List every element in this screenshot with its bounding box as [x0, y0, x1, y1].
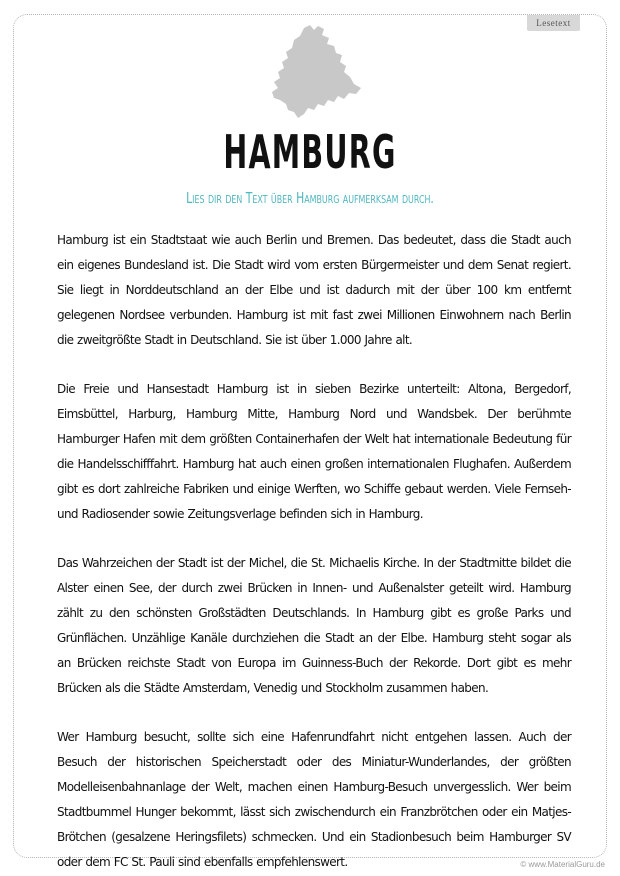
paragraph-3: Das Wahrzeichen der Stadt ist der Michel, die St. Michaelis Kirche. In der Stadtmitte bildet die Alster einen See, der durch zwei Brücken in Innen- und Außenalster geteilt wird. Hamburg zählt zu den schönsten Großstädten Deutschlands. In Hamburg gibt es große Parks und Grünflächen. Unzählige Kanäle durchziehen die Stadt an der Elbe. Hamburg steht sogar als an Brücken reichste Stadt von Europa im Guinness-Buch der Rekorde. Dort gibt es mehr Brücken als die Städte Amsterdam, Venedig und Stockholm zusammen haben.: [57, 556, 571, 695]
paragraph-4: Wer Hamburg besucht, sollte sich eine Hafenrundfahrt nicht entgehen lassen. Auch der Besuch der historischen Speicherstadt oder des Miniatur-Wunderlandes, der größten Modelleisenbahnanlage der Welt, machen einen Hamburg-Besuch unvergesslich. Wer beim Stadtbummel Hunger bekommt, lässt sich zwischendurch ein Franzbrötchen oder ein Matjes-Brötchen (gesalzene Heringsfilets) schmecken. Und ein Stadionbesuch beim Hamburger SV oder dem FC St. Pauli sind ebenfalls empfehlenswert.: [57, 730, 571, 869]
page-title: HAMBURG: [223, 125, 397, 179]
reading-text: [57, 228, 571, 876]
copyright-footer: © www.MaterialGuru.de: [520, 860, 605, 869]
hamburg-map-icon: [258, 22, 368, 124]
paragraph-2: Die Freie und Hansestadt Hamburg ist in sieben Bezirke unterteilt: Altona, Bergedorf, Eimsbüttel, Harburg, Hamburg Mitte, Hamburg Nord und Wandsbek. Der berühmte Hamburger Hafen mit dem größten Containerhafen der Welt hat internationale Bedeutung für die Handelsschifffahrt. Hamburg hat auch einen großen internationalen Flughafen. Außerdem gibt es dort zahlreiche Fabriken und einige Werften, wo Schiffe gebaut werden. Viele Fernseh- und Radiosender sowie Zeitungsverlage befinden sich in Hamburg.: [57, 382, 571, 521]
category-tag: Lesetext: [527, 15, 580, 31]
paragraph-1: Hamburg ist ein Stadtstaat wie auch Berlin und Bremen. Das bedeutet, dass die Stadt auch ein eigenes Bundesland ist. Die Stadt wird vom ersten Bürgermeister und dem Senat regiert. Sie liegt in Norddeutschland an der Elbe und ist dadurch mit der über 100 km entfernt gelegenen Nordsee verbunden. Hamburg ist mit fast zwei Millionen Einwohnern nach Berlin die zweitgrößte Stadt in Deutschland. Sie ist über 1.000 Jahre alt.: [57, 233, 571, 347]
instruction-subtitle: Lies dir den Text über Hamburg aufmerksam durch.: [186, 189, 434, 207]
